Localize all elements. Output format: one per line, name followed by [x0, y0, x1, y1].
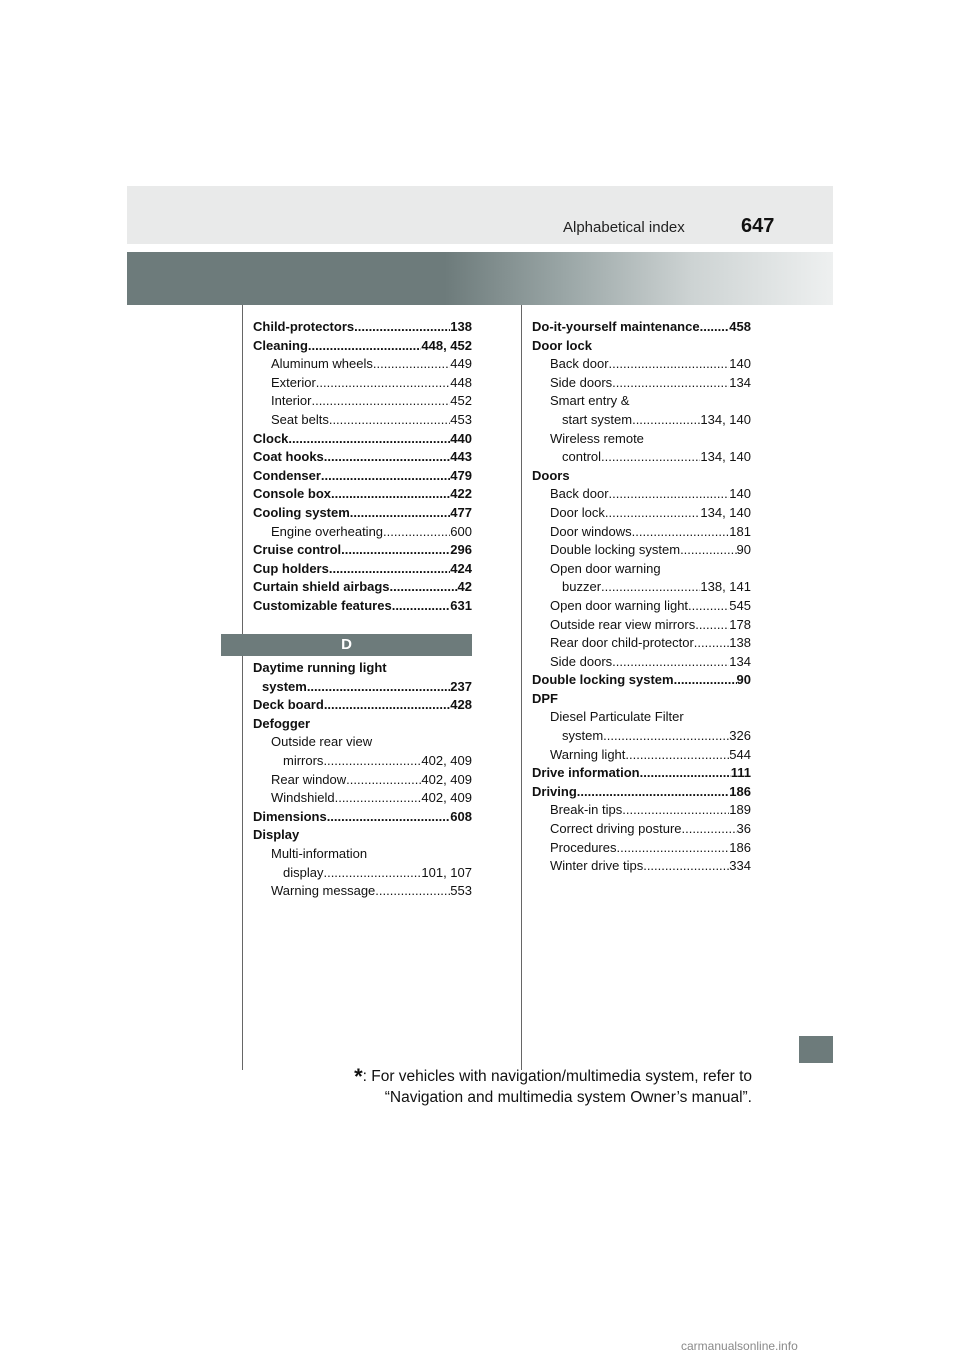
- page-ref: 553: [450, 883, 472, 899]
- index-term: Rear window: [271, 771, 347, 787]
- index-entry: [253, 337, 472, 356]
- index-entry: [253, 864, 472, 883]
- index-term: Engine overheating: [271, 523, 384, 539]
- index-term: Exterior: [271, 374, 316, 390]
- index-term: Windshield: [271, 790, 335, 806]
- dot-leader: [327, 808, 451, 827]
- index-term: Side doors: [550, 653, 613, 669]
- index-term: Do-it-yourself maintenance: [532, 319, 700, 334]
- dot-leader: [577, 783, 730, 802]
- index-entry: [253, 597, 472, 616]
- index-entry: [253, 448, 472, 467]
- index-entry: [532, 801, 751, 820]
- dot-leader: [335, 789, 422, 808]
- page-ref: 178: [729, 616, 751, 632]
- dot-leader: [350, 504, 451, 523]
- index-heading: Display: [253, 827, 300, 843]
- index-entry: [532, 597, 751, 616]
- index-entry: [253, 882, 472, 901]
- page-ref: 134, 140: [700, 504, 751, 520]
- index-term: Drive information: [532, 765, 640, 781]
- dot-leader: [329, 411, 450, 430]
- page-ref: 140: [729, 356, 751, 372]
- index-entry: [532, 857, 751, 876]
- index-entry: [532, 820, 751, 839]
- footnote: [252, 1066, 752, 1108]
- page-ref: 101, 107: [421, 864, 472, 880]
- index-entry: [532, 616, 751, 635]
- dot-leader: [383, 523, 450, 542]
- index-term: Console box: [253, 486, 332, 502]
- index-entry: [253, 696, 472, 715]
- dot-leader: [323, 752, 421, 771]
- index-heading: Daytime running light: [253, 660, 387, 675]
- dot-leader: [341, 541, 450, 560]
- page-ref: 138: [729, 635, 751, 651]
- index-term: mirrors: [283, 752, 324, 768]
- page-ref: 138, 141: [700, 579, 751, 595]
- index-term: display: [283, 864, 324, 880]
- page-ref: 448, 452: [421, 337, 472, 353]
- index-entry: [253, 318, 472, 337]
- section-header-d: D: [221, 634, 472, 656]
- index-heading: Door lock: [532, 337, 592, 353]
- page-ref: 402, 409: [421, 771, 472, 787]
- page-ref: 90: [736, 672, 751, 688]
- index-entry: [532, 374, 751, 393]
- dot-leader: [331, 485, 450, 504]
- page-ref: 186: [729, 783, 751, 799]
- dot-leader: [392, 597, 451, 616]
- index-term: Customizable features: [253, 597, 392, 613]
- dot-leader: [680, 541, 736, 560]
- middle-column-rule: [521, 305, 522, 1070]
- index-entry: [532, 523, 751, 542]
- dot-leader: [311, 392, 450, 411]
- dot-leader: [601, 578, 700, 597]
- dot-leader: [390, 578, 458, 597]
- index-term: buzzer: [562, 579, 602, 595]
- page-number: 647: [741, 215, 775, 237]
- page-ref: 42: [457, 579, 472, 595]
- index-entry: [532, 541, 751, 560]
- index-term: Aluminum wheels: [271, 356, 373, 372]
- index-term: Child-protectors: [253, 319, 355, 334]
- dot-leader: [373, 355, 450, 374]
- dot-leader: [682, 820, 737, 839]
- dot-leader: [612, 653, 729, 672]
- index-entry: [532, 746, 751, 765]
- page-ref: 631: [450, 597, 472, 613]
- index-term: Double locking system: [532, 672, 674, 688]
- dot-leader: [625, 746, 729, 765]
- index-term: control: [562, 449, 602, 465]
- index-term: Winter drive tips: [550, 858, 644, 874]
- index-entry: [253, 678, 472, 697]
- page-ref: 189: [729, 802, 751, 818]
- watermark: carmanualsonline.info: [681, 1339, 798, 1353]
- index-entry: [532, 839, 751, 858]
- dot-leader: [609, 355, 730, 374]
- index-entry: [253, 430, 472, 449]
- dot-leader: [700, 318, 730, 337]
- index-term: system: [262, 678, 307, 694]
- page-ref: 600: [450, 523, 472, 539]
- index-heading: Open door warning: [550, 560, 661, 576]
- index-term: Seat belts: [271, 411, 329, 427]
- page-ref: 186: [729, 839, 751, 855]
- dot-leader: [622, 801, 729, 820]
- index-heading: Wireless remote: [550, 430, 644, 446]
- index-entry: [532, 504, 751, 523]
- footnote-line-1: : For vehicles with navigation/multimedia system, refer to: [362, 1068, 752, 1085]
- page-ref: 134, 140: [700, 449, 751, 465]
- index-term: Coat hooks: [253, 449, 324, 465]
- index-term: Warning message: [271, 883, 376, 899]
- index-heading: Multi-information: [271, 845, 368, 861]
- index-entry: [532, 671, 751, 690]
- page-ref: 181: [729, 523, 751, 539]
- index-entry: [253, 771, 472, 790]
- index-term: Side doors: [550, 374, 613, 390]
- index-term: Curtain shield airbags: [253, 579, 390, 595]
- index-term: Cup holders: [253, 560, 329, 576]
- dot-leader: [324, 696, 450, 715]
- dot-leader: [640, 764, 731, 783]
- page-ref: 448: [450, 374, 472, 390]
- page-ref: 237: [450, 678, 472, 694]
- index-entry: [253, 578, 472, 597]
- left-column-rule: [242, 305, 243, 1070]
- page-ref: 36: [736, 821, 751, 837]
- index-term: Deck board: [253, 697, 324, 713]
- dot-leader: [288, 430, 450, 449]
- dot-leader: [346, 771, 421, 790]
- dot-leader: [308, 337, 421, 356]
- index-term: Break-in tips: [550, 802, 623, 818]
- dot-leader: [329, 560, 450, 579]
- page-ref: 402, 409: [421, 790, 472, 806]
- dot-leader: [695, 616, 729, 635]
- page-title: Alphabetical index: [563, 219, 685, 236]
- index-term: Correct driving posture: [550, 821, 682, 837]
- dot-leader: [643, 857, 729, 876]
- page-ref: 453: [450, 411, 472, 427]
- page-ref: 134, 140: [700, 411, 751, 427]
- index-term: Cooling system: [253, 504, 350, 520]
- index-entry: [253, 374, 472, 393]
- index-term: Driving: [532, 783, 577, 799]
- page-ref: 134: [729, 374, 751, 390]
- index-entry: [532, 653, 751, 672]
- index-entry: [253, 808, 472, 827]
- dot-leader: [307, 678, 450, 697]
- index-column-left-d: [253, 659, 472, 901]
- page-ref: 111: [730, 765, 751, 781]
- dot-leader: [616, 839, 729, 858]
- page-ref: 334: [729, 858, 751, 874]
- index-entry: [253, 355, 472, 374]
- index-term: start system: [562, 411, 633, 427]
- index-entry: [532, 355, 751, 374]
- dot-leader: [688, 597, 729, 616]
- index-entry: [532, 634, 751, 653]
- index-entry: [532, 485, 751, 504]
- index-entry: [532, 318, 751, 337]
- index-term: Door lock: [550, 504, 605, 520]
- index-heading: DPF: [532, 690, 558, 706]
- page-ref: 424: [450, 560, 472, 576]
- index-term: Double locking system: [550, 542, 681, 558]
- index-entry: [532, 411, 751, 430]
- header-band: [127, 186, 833, 244]
- dot-leader: [354, 318, 450, 337]
- dot-leader: [605, 504, 700, 523]
- page-ref: 443: [450, 449, 472, 465]
- index-heading: Smart entry &: [550, 393, 630, 409]
- index-term: Dimensions: [253, 808, 327, 824]
- page-ref: 449: [450, 356, 472, 372]
- dot-leader: [321, 467, 450, 486]
- index-heading: Defogger: [253, 715, 311, 731]
- dot-leader: [632, 523, 730, 542]
- index-entry: [253, 523, 472, 542]
- index-term: Back door: [550, 486, 609, 502]
- page-ref: 477: [450, 504, 472, 520]
- dot-leader: [603, 727, 729, 746]
- index-term: Warning light: [550, 746, 626, 762]
- page-ref: 134: [729, 653, 751, 669]
- index-term: Condenser: [253, 467, 321, 483]
- index-term: Open door warning light: [550, 597, 689, 613]
- thumb-index-tab: [799, 1036, 833, 1063]
- page-ref: 440: [450, 430, 472, 446]
- index-heading: Diesel Particulate Filter: [550, 709, 684, 725]
- page-ref: 458: [729, 319, 751, 334]
- index-entry: [253, 392, 472, 411]
- index-term: Door windows: [550, 523, 632, 539]
- page-ref: 296: [450, 542, 472, 558]
- index-entry: [532, 783, 751, 802]
- page-ref: 138: [450, 319, 472, 334]
- index-entry: [253, 560, 472, 579]
- index-entry: [253, 541, 472, 560]
- page-ref: 326: [729, 728, 751, 744]
- page-ref: 544: [729, 746, 751, 762]
- index-column-left-c: [253, 318, 472, 616]
- page-ref: 452: [450, 393, 472, 409]
- header-gradient-band: [127, 252, 833, 305]
- page-ref: 428: [450, 697, 472, 713]
- page-ref: 402, 409: [421, 752, 472, 768]
- index-entry: [532, 578, 751, 597]
- index-term: Rear door child-protector: [550, 635, 694, 651]
- index-entry: [253, 752, 472, 771]
- index-column-right: [532, 318, 751, 876]
- index-term: Back door: [550, 356, 609, 372]
- dot-leader: [612, 374, 729, 393]
- index-term: Clock: [253, 430, 289, 446]
- footnote-line-2: “Navigation and multimedia system Owner’s manual”.: [384, 1089, 752, 1106]
- page-ref: 608: [450, 808, 472, 824]
- dot-leader: [324, 448, 451, 467]
- page-ref: 545: [729, 597, 751, 613]
- index-entry: [532, 448, 751, 467]
- page-ref: 90: [736, 542, 751, 558]
- dot-leader: [601, 448, 700, 467]
- dot-leader: [674, 671, 737, 690]
- index-entry: [253, 485, 472, 504]
- index-entry: [532, 727, 751, 746]
- index-term: Procedures: [550, 839, 617, 855]
- index-entry: [253, 504, 472, 523]
- page-ref: 422: [450, 486, 472, 502]
- index-entry: [532, 764, 751, 783]
- index-term: Cruise control: [253, 542, 342, 558]
- dot-leader: [609, 485, 730, 504]
- page-ref: 479: [450, 467, 472, 483]
- dot-leader: [323, 864, 421, 883]
- dot-leader: [375, 882, 450, 901]
- page-ref: 140: [729, 486, 751, 502]
- footnote-asterisk: *: [354, 1064, 363, 1089]
- dot-leader: [316, 374, 451, 393]
- index-entry: [253, 411, 472, 430]
- index-heading: Outside rear view: [271, 734, 373, 750]
- index-heading: Doors: [532, 467, 570, 483]
- index-entry: [253, 789, 472, 808]
- dot-leader: [632, 411, 700, 430]
- index-term: Cleaning: [253, 337, 308, 353]
- index-term: Outside rear view mirrors: [550, 616, 696, 632]
- index-term: system: [562, 728, 604, 744]
- index-term: Interior: [271, 393, 312, 409]
- index-entry: [253, 467, 472, 486]
- dot-leader: [694, 634, 730, 653]
